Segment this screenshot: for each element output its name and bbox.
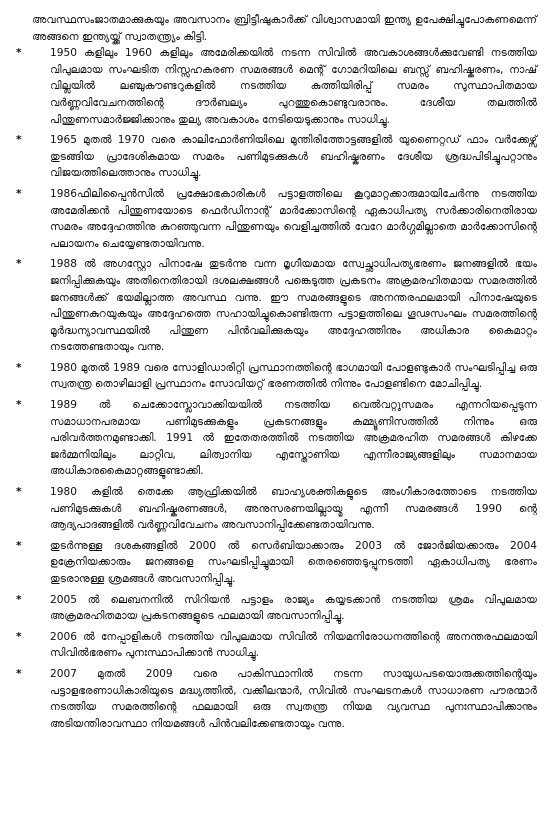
bullet-star-icon: * <box>16 258 22 271</box>
list-item-text: 1980 മുതൽ 1989 വരെ സോളിഡാരിറ്റി പ്രസ്ഥാനത്തിന്റെ ഭാഗമായി പോളണ്ടുകാർ സംഘടിപ്പിച്ച ഒരു സ്വതന്ത്ര തൊഴിലാളി പ്രസ്ഥാനം സോവിയറ്റ് ഭരണത്തിൽ നിന്നും പോളണ്ടിനെ മോചിപ്പിച്ചു. <box>50 361 537 391</box>
list-item <box>14 666 537 732</box>
list-item-text: 1980 കളിൽ തെക്കേ ആഫ്രിക്കയിൽ ബാഹ്യശക്തികളുടെ അംഗീകാരത്തോടെ നടത്തിയ പണിമുടക്കുകൾ ബഹിഷ്കരണങ്ങൾ, അനുസരണയില്ലായ്മ എന്നീ സമരങ്ങൾ 1990 ന്റെ ആദ്യപാദങ്ങളിൽ വർണ്ണവിവേചനം അവസാനിപ്പിക്കേണ്ടതായിവന്നു. <box>50 486 537 532</box>
list-item-text: 2007 മുതൽ 2009 വരെ പാകിസ്ഥാനിൽ നടന്ന സായുധപടയൊരുക്കത്തിന്റെയും പട്ടാളഭരണാധികാരിയുടെ മദ്ധ്യത്തിൽ, വക്കീലന്മാർ, സിവിൽ സംഘടനകൾ സാധാരണ പൗരന്മാർ നടത്തിയ സമരത്തിന്റെ ഫലമായി ഒരു സ്വതന്ത്ര നിയമ വ്യവസ്ഥ പുനഃസ്ഥാപിക്കാനും അടിയന്തിരാവസ്ഥാ നിയമങ്ങൾ പിൻവലിക്കേണ്ടതായും വന്നു. <box>50 667 537 730</box>
list-item-text: തുടർന്നുള്ള ദശകങ്ങളിൽ 2000 ൽ സെർബിയാക്കാരും 2003 ൽ ജോർജിയക്കാരും 2004 ഉക്രേനിയക്കാരും ജനങ്ങളെ സംഘടിപ്പിച്ചുമായി തെരഞ്ഞെടുപ്പുനടത്തി ഏകാധിപത്യ ഭരണം തുടരാനുള്ള ശ്രമങ്ങൾ അവസാനിപ്പിച്ചു. <box>50 539 537 585</box>
list-item <box>14 186 537 252</box>
bullet-star-icon: * <box>16 593 22 606</box>
list-item <box>14 397 537 480</box>
bullet-star-icon: * <box>16 486 22 499</box>
bullet-list <box>14 45 537 732</box>
list-item <box>14 484 537 534</box>
bullet-star-icon: * <box>16 399 22 412</box>
list-item <box>14 592 537 625</box>
bullet-star-icon: * <box>16 361 22 374</box>
list-item-text: 1986ഫിലിപ്പൈൻസിൽ പ്രക്ഷോഭകാരികൾ പട്ടാളത്തിലെ കൂറുമാറ്റക്കാരുമായിചേർന്നു നടത്തിയ അമേരിക്കൻ പിന്തുണയോടെ ഫെർഡിനാന്റ് മാർക്കോസിന്റെ ഏകാധിപത്യ സർക്കാരിനെതിരായ സമരം അദ്ദേഹത്തിനു കുറഞ്ഞുവന്ന പിന്തുണയും വെളിച്ചത്തിൽ വേറേ മാർഗ്ഗമില്ലാതെ മാർക്കോസിന്റെ പലായനം ചെയ്യേണ്ടതായിവന്നു. <box>50 187 537 250</box>
bullet-star-icon: * <box>16 47 22 60</box>
bullet-star-icon: * <box>16 187 22 200</box>
list-item-text: 1988 ൽ അഗസ്റ്റോ പിനാഷേ തുടർന്നു വന്ന മൃഗീയമായ സ്വേച്ഛാധിപത്യഭരണം ജനങ്ങളിൽ ഭയം ജനിപ്പിക്കുകയും അതിനെതിരായി ദശലക്ഷങ്ങൾ പങ്കെടുത്ത പ്രകടനം അക്രമരഹിതമായ സമരത്തിൽ ജനങ്ങൾക്ക് ഭയമില്ലാത്ത അവസ്ഥ വന്നു. ഈ സമരങ്ങളുടെ അനന്തരഫലമായി പിനാഷേയുടെ പിന്തുണകുറയുകയും അദ്ദേഹത്തെ സഹായിച്ചുകൊണ്ടിരുന്ന പട്ടാളത്തിലെ ഗൂഢസംഘം സമരത്തിന്റെ മൂർദ്ധന്യാവസ്ഥയിൽ പിന്തുണ പിൻവലിക്കുകയും അദ്ദേഹത്തിനും അധികാര കൈമാറ്റം നടത്തേണ്ടതായും വന്നു. <box>50 258 537 354</box>
bullet-star-icon: * <box>16 630 22 643</box>
intro-paragraph: അവസ്ഥസംജാതമാക്കുകയും അവസാനം ബ്രിട്ടീഷുകാർക്ക് വിശ്വാസമായി ഇന്ത്യ ഉപേക്ഷിച്ചുപോകണമെന്ന് അങ്ങനെ ഇന്ത്യയ്ക്ക് സ്വാതന്ത്ര്യം കിട്ടി. <box>32 14 537 43</box>
list-item-text: 1950 കളിലും 1960 കളിലും അമേരിക്കയിൽ നടന്ന സിവിൽ അവകാശങ്ങൾക്കുവേണ്ടി നടത്തിയ വിപുലമായ സംഘടിത നിസ്സഹകരണ സമരങ്ങൾ മെന്റ് ഗോമറിയിലെ ബസ്സ് ബഹിഷ്കരണം, നാഷ് വില്ലയിൽ ലഞ്ചുകൗണ്ടറുകളിൽ നടത്തിയ കുത്തിയിരിപ്പ് സമരം സുസ്ഥാപിതമായ വർണ്ണവിവേചനത്തിന്റെ ദൗർബല്യം പുറത്തുകൊണ്ടുവരാനും. ദേശീയ തലത്തിൽ പിന്തുണസമാർജ്ജിക്കാനും തുല്യ അവകാശം നേടിയെടുക്കാനും സാധിച്ചു. <box>50 47 537 126</box>
list-item-text: 1965 മുതൽ 1970 വരെ കാലിഫോർണിയിലെ മുന്തിരിത്തോട്ടങ്ങളിൽ യുണൈറ്റഡ് ഫാം വർക്കേഴ്സ് തുടങ്ങിയ പ്രാദേശികമായ സമരം പണിമുടക്കുകൾ ബഹിഷ്കരണം ദേശീയ ശ്രദ്ധപിടിച്ചുപറ്റാനും വിജയത്തിലെത്താനും സാധിച്ചു. <box>50 134 537 180</box>
list-item <box>14 132 537 182</box>
list-item-text: 2005 ൽ ലെബനനിൽ സിറിയൻ പട്ടാളം രാജ്യം കയ്യടക്കാൻ നടത്തിയ ശ്രമം വിപുലമായ അക്രമരഹിതമായ പ്രകടനങ്ങളുടെ ഫലമായി അവസാനിപ്പിച്ചു. <box>50 593 537 623</box>
bullet-star-icon: * <box>16 667 22 680</box>
list-item-text: 1989 ൽ ചെക്കോസ്ലോവാക്കിയയിൽ നടത്തിയ വെൽവറ്റുസമരം എന്നറിയപ്പെടുന്ന സമാധാനപരമായ പണിമുടക്കുകളും പ്രകടനങ്ങളും കമ്മ്യൂണിസത്തിൽ നിന്നും ഒരു പരിവർത്തനമുണ്ടാക്കി. 1991 ൽ ഇതേതരത്തിൽ നടത്തിയ അക്രമരഹിത സമരങ്ങൾ കിഴക്കേ ജർമ്മനിയിലും ലാറ്റിവ, ലിത്വാനിയ എസ്തോണിയ എന്നീരാജ്യങ്ങളിലും സമാനമായ അധികാരകൈമാറ്റങ്ങളുണ്ടാക്കി. <box>50 399 537 478</box>
list-item <box>14 360 537 393</box>
bullet-star-icon: * <box>16 134 22 147</box>
list-item-text: 2006 ൽ നേപ്പാളികൾ നടത്തിയ വിപുലമായ സിവിൽ നിയമനിരോധനത്തിന്റെ അനന്തരഫലമായി സിവിൽഭരണം പുനഃസ്ഥാപിക്കാൻ സാധിച്ചു. <box>50 630 537 660</box>
list-item <box>14 256 537 356</box>
list-item <box>14 45 537 128</box>
bullet-star-icon: * <box>16 539 22 552</box>
list-item <box>14 629 537 662</box>
list-item <box>14 538 537 588</box>
